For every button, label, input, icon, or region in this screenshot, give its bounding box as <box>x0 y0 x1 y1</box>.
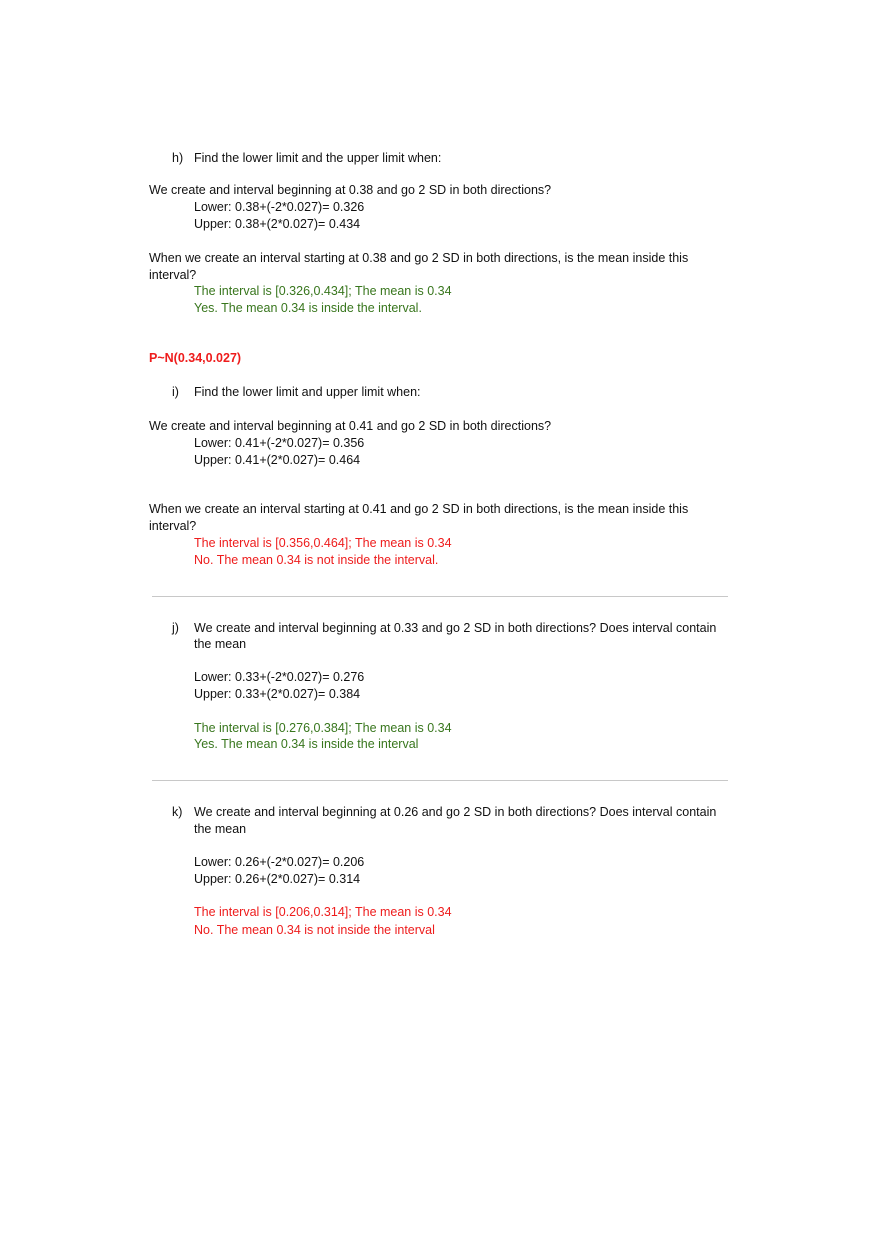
item-h-title: Find the lower limit and the upper limit when: <box>194 151 442 165</box>
k-answer-conclusion: No. The mean 0.34 is not inside the interval <box>194 923 435 937</box>
j-lower: Lower: 0.33+(-2*0.027)= 0.276 <box>194 670 365 684</box>
i-question-2-cont: interval? <box>149 519 197 533</box>
item-label-k: k) <box>172 805 183 819</box>
i-question-2: When we create an interval starting at 0.41 and go 2 SD in both directions, is the mean inside this <box>149 502 689 516</box>
h-answer-conclusion: Yes. The mean 0.34 is inside the interval. <box>194 301 422 315</box>
item-label-j: j) <box>172 621 179 635</box>
divider <box>152 596 728 597</box>
k-lower: Lower: 0.26+(-2*0.027)= 0.206 <box>194 855 365 869</box>
i-lower: Lower: 0.41+(-2*0.027)= 0.356 <box>194 436 365 450</box>
k-question: We create and interval beginning at 0.26 and go 2 SD in both directions? Does interval contain <box>194 805 717 819</box>
item-i-title: Find the lower limit and upper limit when: <box>194 385 421 399</box>
h-question-2: When we create an interval starting at 0.38 and go 2 SD in both directions, is the mean inside this <box>149 251 689 265</box>
h-upper: Upper: 0.38+(2*0.027)= 0.434 <box>194 217 361 231</box>
i-answer-conclusion: No. The mean 0.34 is not inside the interval. <box>194 553 439 567</box>
i-answer-interval: The interval is [0.356,0.464]; The mean is 0.34 <box>194 536 452 550</box>
item-label-h: h) <box>172 151 184 165</box>
h-lower: Lower: 0.38+(-2*0.027)= 0.326 <box>194 200 365 214</box>
h-question: We create and interval beginning at 0.38 and go 2 SD in both directions? <box>149 183 552 197</box>
k-answer-interval: The interval is [0.206,0.314]; The mean is 0.34 <box>194 905 452 919</box>
i-upper: Upper: 0.41+(2*0.027)= 0.464 <box>194 453 361 467</box>
i-question: We create and interval beginning at 0.41 and go 2 SD in both directions? <box>149 419 552 433</box>
distribution-heading: P~N(0.34,0.027) <box>149 351 242 365</box>
j-answer-interval: The interval is [0.276,0.384]; The mean is 0.34 <box>194 721 452 735</box>
j-question: We create and interval beginning at 0.33 and go 2 SD in both directions? Does interval contain <box>194 621 717 635</box>
h-answer-interval: The interval is [0.326,0.434]; The mean is 0.34 <box>194 284 452 298</box>
k-question-cont: the mean <box>194 822 247 836</box>
j-answer-conclusion: Yes. The mean 0.34 is inside the interval <box>194 737 419 751</box>
item-label-i: i) <box>172 385 179 399</box>
j-question-cont: the mean <box>194 637 247 651</box>
j-upper: Upper: 0.33+(2*0.027)= 0.384 <box>194 687 361 701</box>
divider <box>152 780 728 781</box>
h-question-2-cont: interval? <box>149 268 197 282</box>
k-upper: Upper: 0.26+(2*0.027)= 0.314 <box>194 872 361 886</box>
